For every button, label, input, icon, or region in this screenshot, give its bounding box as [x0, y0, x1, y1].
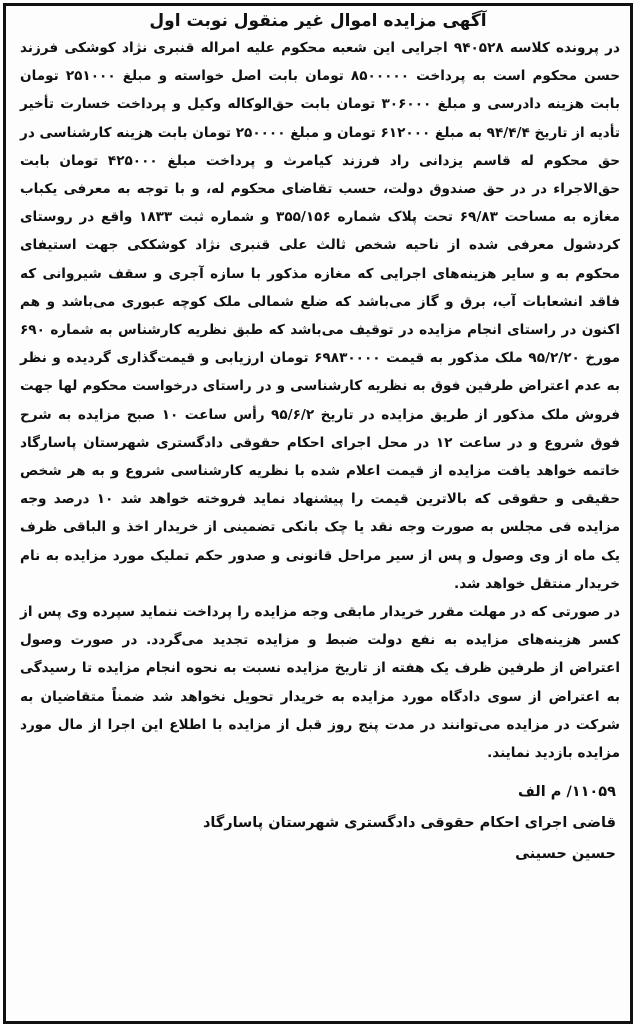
notice-title: آگهی مزایده اموال غیر منقول نوبت اول [149, 11, 487, 31]
signature-name: حسین حسینی [515, 846, 616, 863]
auction-notice [3, 3, 633, 1024]
notice-body [20, 34, 620, 767]
notice-paragraph-2: در صورتی که در مهلت مقرر خریدار مابقی وجه مزایده را پرداخت ننماید سپرده وی پس از کسر هزینه‌های مزایده به نفع دولت ضبط و مزایده تجدید می‌گردد. در صورت وصول اعتراض از طرفین ظرف یک هفته از تاریخ مزایده نسبت به نحوه انجام مزایده تا رسیدگی به اعتراض از سوی دادگاه مورد مزایده به خریدار تحویل نخواهد شد ضمناً متقاضیان به شرکت در مزایده می‌توانند در مدت پنج روز قبل از مزایده با اطلاع این اجرا از مال مورد مزایده بازدید نمایند. [20, 604, 620, 762]
notice-paragraph-1: در پرونده کلاسه ۹۴۰۵۲۸ اجرایی این شعبه محکوم علیه امراله قنبری نژاد کوشکی فرزند حسن محکوم است به پرداخت ۸۵۰۰۰۰۰ تومان بابت اصل خواسته و مبلغ ۲۵۱۰۰۰ تومان بابت هزینه دادرسی و مبلغ ۳۰۶۰۰۰ تومان بابت حق‌الوکاله وکیل و پرداخت خسارت تأخیر تأدیه از تاریخ ۹۴/۴/۴ به مبلغ ۶۱۲۰۰۰ تومان و مبلغ ۲۵۰۰۰۰ تومان بابت هزینه کارشناسی در حق محکوم له قاسم یزدانی راد فرزند کیامرث و پرداخت مبلغ ۴۲۵۰۰۰ تومان بابت حق‌الاجراء در در حق صندوق دولت، حسب تقاضای محکوم له، و با توجه به معرفی یکباب مغازه به مساحت ۶۹/۸۳ تحت پلاک شماره ۳۵۵/۱۵۶ و شماره ثبت ۱۸۳۳ واقع در روستای کردشول معرفی شده از ناحیه شخص ثالث علی قنبری نژاد کوشککی جهت استیفای محکوم به و سایر هزینه‌های اجرایی که مغازه مذکور با سازه آجری و سقف شیروانی که فاقد انشعابات آب، برق و گاز می‌باشد که ضلع شمالی ملک کوچه عبوری می‌باشد و هم اکنون در راستای انجام مزایده در توقیف می‌باشد که طبق نظریه کارشناس به شماره ۶۹۰ مورخ ۹۵/۲/۲۰ ملک مذکور به قیمت ۶۹۸۳۰۰۰۰ تومان ارزیابی و قیمت‌گذاری گردیده و نظر به عدم اعتراض طرفین فوق به نظریه کارشناسی و در راستای درخواست محکوم لها جهت فروش ملک مذکور از طریق مزایده در تاریخ ۹۵/۶/۲ رأس ساعت ۱۰ صبح مزایده به شرح فوق شروع و در ساعت ۱۲ در محل اجرای احکام حقوقی دادگستری شهرستان پاسارگاد خاتمه خواهد یافت مزایده از قیمت اعلام شده با نظریه کارشناسی شروع و به هر شخص حقیقی و حقوقی که بالاترین قیمت را پیشنهاد نماید فروخته خواهد شد ۱۰ درصد وجه مزایده فی مجلس به صورت وجه نقد یا چک بانکی تضمینی از خریدار اخذ و الباقی ظرف یک ماه از وی وصول و پس از سیر مراحل قانونی و صدور حکم تملیک مورد مزایده به نام خریدار منتقل خواهد شد. [20, 40, 621, 592]
notice-footer [20, 777, 616, 870]
reference-number: ۱۱۰۵۹/ م الف [518, 784, 616, 801]
signature-title: قاضی اجرای احکام حقوقی دادگستری شهرستان پاسارگاد [202, 815, 616, 832]
